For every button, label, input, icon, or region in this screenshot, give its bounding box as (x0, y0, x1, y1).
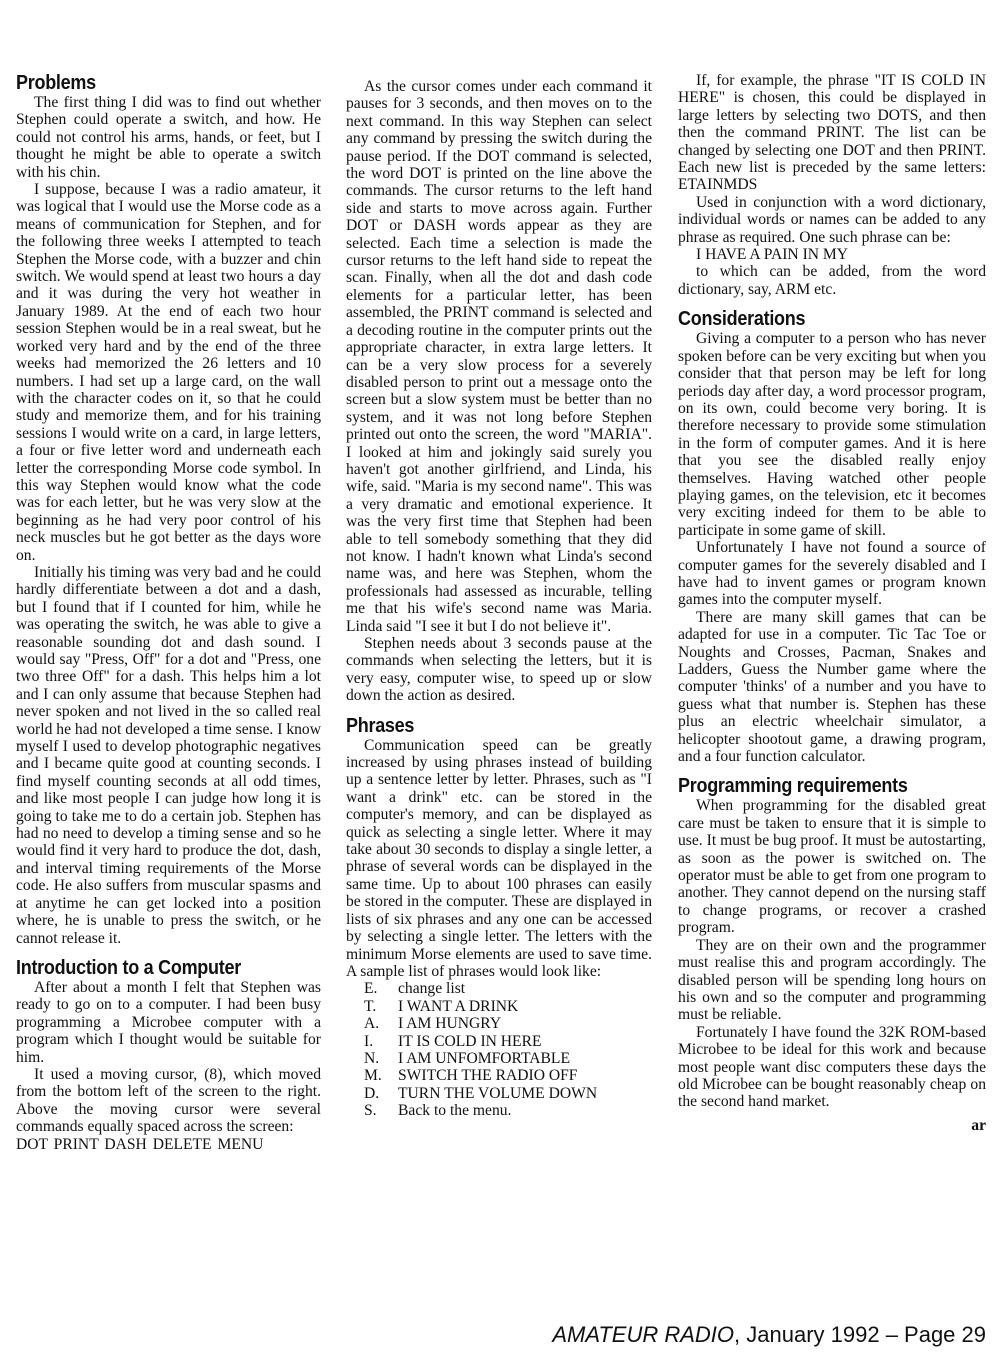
sign-off: ar (971, 1116, 986, 1134)
phrase-text: TURN THE VOLUME DOWN (398, 1084, 598, 1102)
paragraph: If, for example, the phrase "IT IS COLD IN HERE" is chosen, this could be displayed in large letters by selecting two DOTS, and then then the command PRINT. The list can be changed by selecting one DOT and then PRINT. Each new list is preceded by the same letters: ETAINMDS (678, 72, 986, 194)
heading-programming: Programming requirements (678, 775, 908, 798)
paragraph: There are many skill games that can be adapted for use in a computer. Tic Tac Toe or Noughts and Crosses, Pacman, Snakes and Ladders, Guess the Number game where the computer 'thinks' of a number and you have to guess what that number is. Stephen has these plus an electric wheelchair simulator, a helicopter shootout game, a drawing program, and a four function calculator. (678, 608, 986, 766)
phrase-key: A. (364, 1015, 380, 1033)
paragraph: Unfortunately I have not found a source of computer games for the severely disabled and I have had to invent games or program known games into the computer myself. (678, 539, 986, 609)
phrase-key: D. (364, 1084, 380, 1102)
phrase-text: change list (398, 980, 466, 998)
phrase-text: I WANT A DRINK (398, 997, 519, 1015)
page-footer (0, 1322, 986, 1348)
phrase-list (346, 980, 652, 1119)
heading-problems: Problems (16, 72, 96, 94)
paragraph: Giving a computer to a person who has never spoken before can be very exciting but when you consider that that person may be left for long periods day after day, a word processor program, on its own, could become very boring. It is therefore necessary to provide some stimulation in the form of computer games. And it is here that you see the disabled really enjoy themselves. Having watched other people playing games, on the television, etc it becomes very exciting indeed for them to be able to participate in some game of skill. (678, 330, 986, 539)
phrase-key: E. (364, 980, 378, 998)
column-2 (346, 78, 652, 1120)
column-1 (16, 72, 321, 1153)
paragraph: The first thing I did was to find out whether Stephen could operate a switch, and how. He could not control his arms, hands, or feet, but I thought he might be able to operate a switch with his chin. (16, 94, 321, 181)
phrase-item (346, 1067, 652, 1084)
paragraph: They are on their own and the programmer must realise this and program accordingly. The disabled person will be spending long hours on his own and so the computer and programming must be reliable. (678, 936, 986, 1024)
phrase-item (346, 1015, 652, 1032)
paragraph: Stephen needs about 3 seconds pause at the commands when selecting the letters, but it is very easy, computer wise, to speed up or slow down the action as desired. (346, 635, 652, 705)
heading-phrases: Phrases (346, 714, 415, 737)
paragraph: I suppose, because I was a radio amateur, it was logical that I would use the Morse code as a means of communication for Stephen, and for the following three weeks I attempted to teach Stephen the Morse code, with a buzzer and chin switch. We would spend at least two hours a day and it was during the very hot weather in January 1989. At the end of each two hour session Stephen would be in a real sweat, but he worked very hard and by the end of the three weeks had memorized the 26 letters and 10 numbers. I had set up a large card, on the wall with the character codes on it, so that he could study and memorize them, and for his training sessions I would write on a card, in large letters, a four or five letter word and underneath each letter the corresponding Morse code symbol. In this way Stephen would know what the code was for each letter, but he was very slow at the beginning as he had very poor control of his neck muscles but he got better as the days wore on. (16, 181, 321, 564)
paragraph: Fortunately I have found the 32K ROM-based Microbee to be ideal for this work and because most people want disc computers these days the old Microbee can be bought reasonably cheap on the second hand market. (678, 1023, 986, 1111)
command-list: DOT PRINT DASH DELETE MENU (16, 1135, 264, 1153)
phrase-item (346, 1050, 652, 1067)
paragraph: It used a moving cursor, (8), which moved from the bottom left of the screen to the right. Above the moving cursor were several commands equally spaced across the screen: (16, 1065, 321, 1136)
phrase-text: Back to the menu. (398, 1102, 512, 1120)
phrase-item (346, 998, 652, 1015)
phrase-key: T. (364, 997, 377, 1015)
paragraph: As the cursor comes under each command it pauses for 3 seconds, and then moves on to the next command. In this way Stephen can select any command by pressing the switch during the pause period. If the DOT command is selected, the word DOT is printed on the line above the commands. The cursor returns to the left hand side and starts to move across again. Further DOT or DASH words appear as they are selected. Each time a selection is made the cursor returns to the left hand side to repeat the scan. Finally, when all the dot and dash code elements for a particular letter, has been assembled, the PRINT command is selected and a decoding routine in the computer prints out the appropriate character, in extra large letters. It can be a very slow process for a severely disabled person to print out a message onto the screen but a slow system must be better than no system, and it was not long before Stephen printed out onto the screen, the word "MARIA". I looked at him and jokingly said surely you haven't got another girlfriend, and Linda, his wife, said. "Maria is my second name". This was a very dramatic and emotional experience. It was the very first time that Stephen had been able to tell somebody something that they did not know. I hadn't known what Linda's second name was, and here was Stephen, whom the professionals had assessed as incurable, telling me that his wife's second name was Maria. Linda said "I see it but I do not believe it". (346, 78, 652, 635)
phrase-text: IT IS COLD IN HERE (398, 1032, 542, 1050)
paragraph: When programming for the disabled great care must be taken to ensure that it is simple to use. It must be bug proof. It must be autostarting, as soon as the power is switched on. The operator must be able to get from one program to another. They cannot depend on the nursing staff to change programs, or recover a crashed program. (678, 797, 986, 937)
paragraph: Initially his timing was very bad and he could hardly differentiate between a dot and a dash, but I found that if I counted for him, while he was operating the switch, he was able to give a reasonable sounding dot and dash sound. I would say "Press, Off" for a dot and "Press, one two three Off" for a dash. This helps him a lot and I can only assume that because Stephen had never spoken and not lived in the so called real world he had not developed a time sense. I know myself I used to develop photographic negatives and I became quite good at counting seconds. I find myself counting seconds at all odd times, and like most people I can judge how long it is going to take me to do a certain job. Stephen has had no need to develop a timing sense and so he would find it very hard to produce the dot, dash, and interval timing requirements of the Morse code. He also suffers from muscular spasms and at anytime he can get locked into a position where, he is unable to press the switch, or he cannot release it. (16, 563, 321, 947)
paragraph: After about a month I felt that Stephen was ready to go on to a computer. I had been busy programming a Microbee computer with a program which I thought would be suitable for him. (16, 978, 321, 1066)
phrase-item (346, 1085, 652, 1102)
phrase-text: I AM UNFOMFORTABLE (398, 1049, 570, 1067)
phrase-text: SWITCH THE RADIO OFF (398, 1067, 578, 1085)
phrase-text: I AM HUNGRY (398, 1015, 502, 1033)
phrase-key: M. (364, 1067, 382, 1085)
phrase-item (346, 980, 652, 997)
phrase-key: S. (364, 1102, 377, 1120)
phrase-item (346, 1033, 652, 1050)
heading-considerations: Considerations (678, 308, 806, 331)
column-3 (678, 72, 986, 1134)
magazine-name: AMATEUR RADIO (552, 1322, 735, 1347)
phrase-item (346, 1102, 652, 1119)
phrase-example: I HAVE A PAIN IN MY (696, 246, 849, 264)
phrase-key: I. (364, 1032, 374, 1050)
paragraph: Used in conjunction with a word dictionary, individual words or names can be added to any phrase as required. One such phrase can be: (678, 193, 986, 246)
heading-introduction: Introduction to a Computer (16, 956, 241, 979)
paragraph: to which can be added, from the word dictionary, say, ARM etc. (678, 263, 986, 298)
issue-page: , January 1992 – Page 29 (734, 1322, 986, 1347)
phrase-key: N. (364, 1049, 380, 1067)
paragraph: Communication speed can be greatly increased by using phrases instead of building up a sentence letter by letter. Phrases, such as "I want a drink" etc. can be stored in the computer's memory, and can be displayed as quick as selecting a single letter. Where it may take about 30 seconds to display a single letter, a phrase of several words can be displayed in the same time. Up to about 100 phrases can easily be stored in the computer. These are displayed in lists of six phrases and any one can be accessed by selecting a single letter. The letters with the minimum Morse elements are used to save time. A sample list of phrases would look like: (346, 736, 652, 980)
